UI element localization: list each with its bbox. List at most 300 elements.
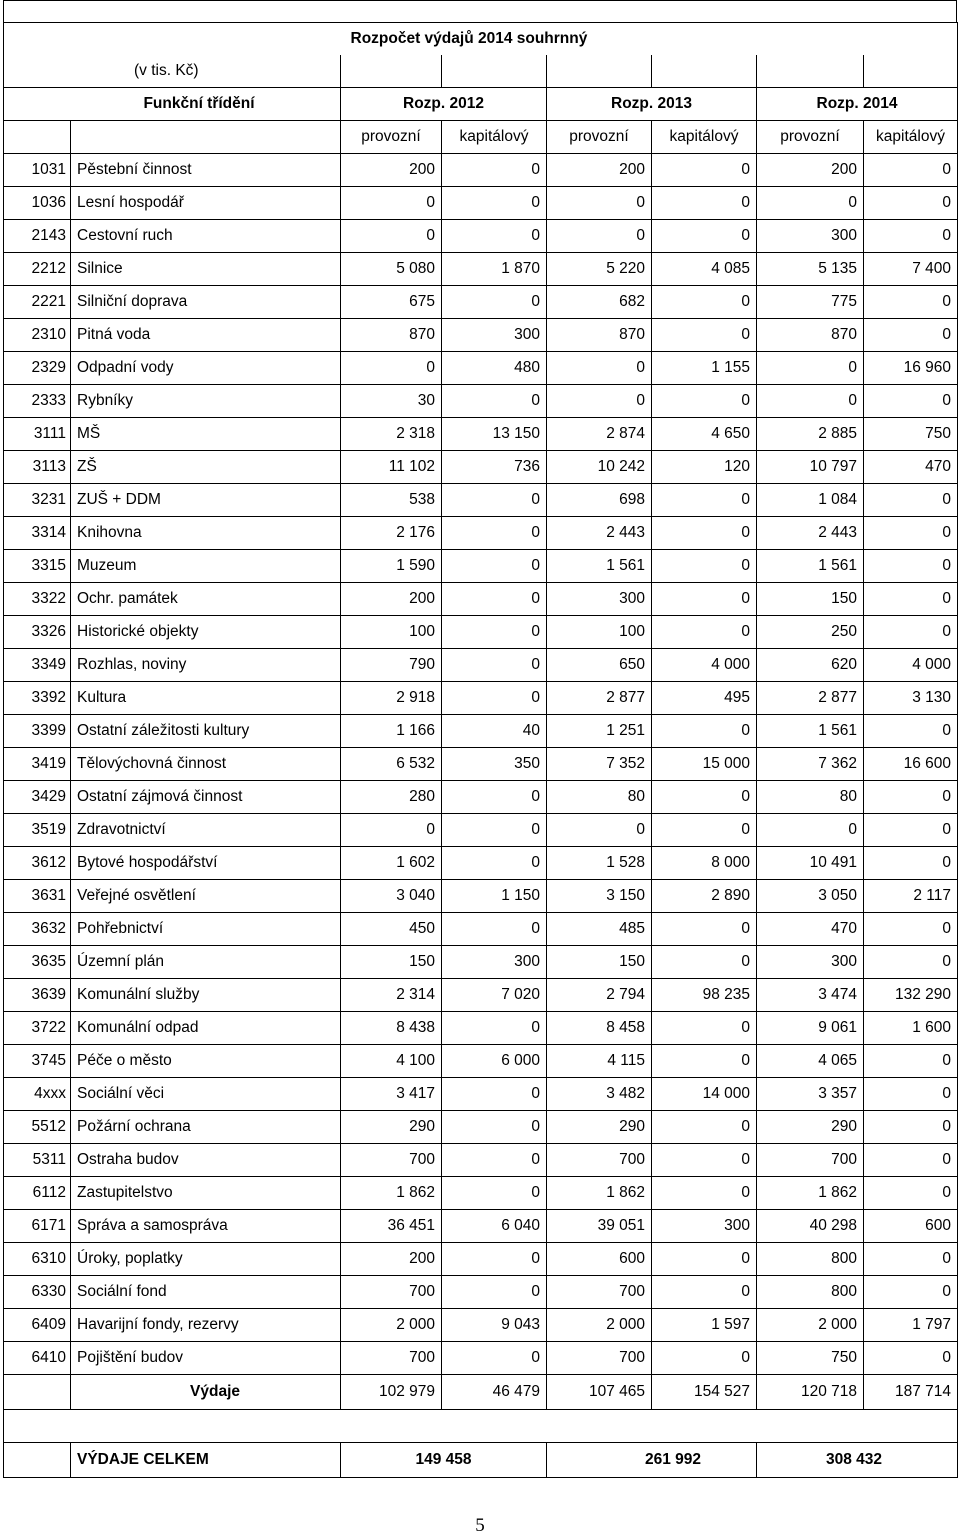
value-capital-2014: 0 bbox=[864, 814, 958, 847]
value-operating-2014: 3 050 bbox=[757, 880, 864, 913]
value-operating-2012: 2 918 bbox=[341, 682, 442, 715]
function-code: 3113 bbox=[4, 451, 71, 484]
budget-sheet bbox=[3, 22, 957, 1478]
function-code: 4xxx bbox=[4, 1078, 71, 1111]
budget-table bbox=[3, 22, 958, 1478]
value-operating-2013: 1 251 bbox=[547, 715, 652, 748]
value-capital-2013: 300 bbox=[652, 1210, 757, 1243]
value-operating-2014: 800 bbox=[757, 1276, 864, 1309]
value-operating-2014: 2 000 bbox=[757, 1309, 864, 1342]
page-number: 5 bbox=[475, 1515, 485, 1536]
expenses-value-operating-2013: 107 465 bbox=[547, 1375, 652, 1410]
value-operating-2014: 1 561 bbox=[757, 715, 864, 748]
table-row bbox=[4, 649, 958, 682]
value-operating-2014: 7 362 bbox=[757, 748, 864, 781]
value-capital-2013: 0 bbox=[652, 1144, 757, 1177]
subheader-capital-2014: kapitálový bbox=[864, 121, 958, 154]
value-capital-2012: 0 bbox=[442, 1342, 547, 1375]
table-row bbox=[4, 1012, 958, 1045]
value-operating-2012: 6 532 bbox=[341, 748, 442, 781]
value-capital-2012: 6 000 bbox=[442, 1045, 547, 1078]
grand-total-2014: 308 432 bbox=[757, 1443, 958, 1478]
function-code: 2310 bbox=[4, 319, 71, 352]
value-capital-2013: 0 bbox=[652, 583, 757, 616]
value-capital-2012: 0 bbox=[442, 649, 547, 682]
value-capital-2014: 0 bbox=[864, 913, 958, 946]
value-capital-2013: 0 bbox=[652, 715, 757, 748]
value-operating-2013: 39 051 bbox=[547, 1210, 652, 1243]
value-capital-2012: 0 bbox=[442, 1243, 547, 1276]
value-operating-2013: 290 bbox=[547, 1111, 652, 1144]
function-code: 3231 bbox=[4, 484, 71, 517]
value-capital-2012: 0 bbox=[442, 550, 547, 583]
value-capital-2013: 120 bbox=[652, 451, 757, 484]
value-capital-2012: 0 bbox=[442, 1177, 547, 1210]
value-operating-2012: 3 040 bbox=[341, 880, 442, 913]
table-row bbox=[4, 1276, 958, 1309]
value-operating-2014: 250 bbox=[757, 616, 864, 649]
function-name: Knihovna bbox=[71, 517, 341, 550]
value-operating-2014: 1 862 bbox=[757, 1177, 864, 1210]
value-operating-2012: 4 100 bbox=[341, 1045, 442, 1078]
value-capital-2012: 0 bbox=[442, 517, 547, 550]
subheader-capital-2013: kapitálový bbox=[652, 121, 757, 154]
value-capital-2014: 0 bbox=[864, 550, 958, 583]
value-operating-2014: 2 885 bbox=[757, 418, 864, 451]
grand-total-2012: 149 458 bbox=[341, 1443, 547, 1478]
title-row bbox=[4, 23, 958, 56]
value-operating-2012: 5 080 bbox=[341, 253, 442, 286]
value-capital-2013: 0 bbox=[652, 1045, 757, 1078]
value-capital-2012: 13 150 bbox=[442, 418, 547, 451]
value-operating-2012: 8 438 bbox=[341, 1012, 442, 1045]
table-row bbox=[4, 583, 958, 616]
value-capital-2013: 2 890 bbox=[652, 880, 757, 913]
function-code: 1031 bbox=[4, 154, 71, 187]
table-row bbox=[4, 748, 958, 781]
function-code: 3635 bbox=[4, 946, 71, 979]
value-capital-2013: 0 bbox=[652, 187, 757, 220]
grand-total-2013: 261 992 bbox=[547, 1443, 757, 1478]
value-operating-2013: 300 bbox=[547, 583, 652, 616]
function-name: Ostatní záležitosti kultury bbox=[71, 715, 341, 748]
value-operating-2013: 80 bbox=[547, 781, 652, 814]
value-capital-2012: 480 bbox=[442, 352, 547, 385]
table-row bbox=[4, 880, 958, 913]
value-operating-2013: 682 bbox=[547, 286, 652, 319]
value-operating-2012: 1 862 bbox=[341, 1177, 442, 1210]
value-capital-2013: 98 235 bbox=[652, 979, 757, 1012]
function-name: Požární ochrana bbox=[71, 1111, 341, 1144]
subheader-row bbox=[4, 121, 958, 154]
value-capital-2013: 4 000 bbox=[652, 649, 757, 682]
value-capital-2012: 1 150 bbox=[442, 880, 547, 913]
value-capital-2014: 750 bbox=[864, 418, 958, 451]
function-name: Kultura bbox=[71, 682, 341, 715]
header-function: Funkční třídění bbox=[4, 88, 341, 121]
function-name: Silnice bbox=[71, 253, 341, 286]
expenses-value-capital-2013: 154 527 bbox=[652, 1375, 757, 1410]
value-capital-2013: 0 bbox=[652, 550, 757, 583]
value-capital-2013: 0 bbox=[652, 484, 757, 517]
value-capital-2012: 0 bbox=[442, 847, 547, 880]
value-capital-2012: 0 bbox=[442, 583, 547, 616]
value-capital-2014: 0 bbox=[864, 1243, 958, 1276]
value-operating-2012: 675 bbox=[341, 286, 442, 319]
value-operating-2012: 11 102 bbox=[341, 451, 442, 484]
value-operating-2014: 40 298 bbox=[757, 1210, 864, 1243]
value-operating-2012: 3 417 bbox=[341, 1078, 442, 1111]
value-operating-2014: 2 877 bbox=[757, 682, 864, 715]
value-operating-2014: 150 bbox=[757, 583, 864, 616]
function-code: 2143 bbox=[4, 220, 71, 253]
function-code: 2329 bbox=[4, 352, 71, 385]
function-name: Úroky, poplatky bbox=[71, 1243, 341, 1276]
value-operating-2012: 0 bbox=[341, 220, 442, 253]
table-row bbox=[4, 550, 958, 583]
table-row bbox=[4, 418, 958, 451]
value-operating-2013: 700 bbox=[547, 1342, 652, 1375]
value-capital-2014: 0 bbox=[864, 946, 958, 979]
table-row bbox=[4, 187, 958, 220]
function-name: Komunální odpad bbox=[71, 1012, 341, 1045]
value-operating-2012: 790 bbox=[341, 649, 442, 682]
value-capital-2013: 4 650 bbox=[652, 418, 757, 451]
value-capital-2014: 0 bbox=[864, 1276, 958, 1309]
value-operating-2013: 485 bbox=[547, 913, 652, 946]
value-capital-2012: 300 bbox=[442, 946, 547, 979]
value-capital-2014: 0 bbox=[864, 847, 958, 880]
value-capital-2014: 0 bbox=[864, 583, 958, 616]
value-capital-2013: 0 bbox=[652, 1177, 757, 1210]
value-operating-2014: 800 bbox=[757, 1243, 864, 1276]
value-capital-2012: 736 bbox=[442, 451, 547, 484]
value-capital-2013: 0 bbox=[652, 946, 757, 979]
value-capital-2014: 470 bbox=[864, 451, 958, 484]
subheader-capital-2012: kapitálový bbox=[442, 121, 547, 154]
value-operating-2013: 3 150 bbox=[547, 880, 652, 913]
table-row bbox=[4, 1045, 958, 1078]
value-operating-2012: 36 451 bbox=[341, 1210, 442, 1243]
value-operating-2012: 200 bbox=[341, 154, 442, 187]
table-row bbox=[4, 913, 958, 946]
function-name: ZŠ bbox=[71, 451, 341, 484]
function-code: 3632 bbox=[4, 913, 71, 946]
function-code: 3349 bbox=[4, 649, 71, 682]
value-operating-2013: 8 458 bbox=[547, 1012, 652, 1045]
function-code: 3631 bbox=[4, 880, 71, 913]
value-operating-2013: 0 bbox=[547, 385, 652, 418]
value-operating-2012: 200 bbox=[341, 583, 442, 616]
function-name: Pojištění budov bbox=[71, 1342, 341, 1375]
value-capital-2013: 495 bbox=[652, 682, 757, 715]
value-operating-2012: 700 bbox=[341, 1144, 442, 1177]
value-capital-2012: 1 870 bbox=[442, 253, 547, 286]
value-capital-2014: 0 bbox=[864, 1045, 958, 1078]
value-capital-2014: 7 400 bbox=[864, 253, 958, 286]
value-operating-2012: 2 176 bbox=[341, 517, 442, 550]
value-capital-2013: 0 bbox=[652, 1276, 757, 1309]
value-capital-2012: 0 bbox=[442, 682, 547, 715]
value-operating-2012: 700 bbox=[341, 1276, 442, 1309]
header-year-2012: Rozp. 2012 bbox=[341, 88, 547, 121]
value-operating-2014: 750 bbox=[757, 1342, 864, 1375]
value-operating-2012: 2 314 bbox=[341, 979, 442, 1012]
value-capital-2014: 0 bbox=[864, 781, 958, 814]
value-capital-2014: 0 bbox=[864, 187, 958, 220]
function-name: Správa a samospráva bbox=[71, 1210, 341, 1243]
function-name: Cestovní ruch bbox=[71, 220, 341, 253]
value-operating-2013: 7 352 bbox=[547, 748, 652, 781]
value-operating-2012: 290 bbox=[341, 1111, 442, 1144]
value-operating-2013: 1 561 bbox=[547, 550, 652, 583]
value-capital-2012: 0 bbox=[442, 1012, 547, 1045]
value-capital-2014: 1 600 bbox=[864, 1012, 958, 1045]
value-operating-2013: 5 220 bbox=[547, 253, 652, 286]
value-capital-2013: 0 bbox=[652, 1111, 757, 1144]
unit-row bbox=[4, 55, 958, 88]
value-capital-2012: 0 bbox=[442, 484, 547, 517]
value-capital-2013: 1 597 bbox=[652, 1309, 757, 1342]
function-code: 3745 bbox=[4, 1045, 71, 1078]
value-operating-2013: 2 443 bbox=[547, 517, 652, 550]
value-capital-2013: 0 bbox=[652, 517, 757, 550]
table-row bbox=[4, 946, 958, 979]
value-capital-2013: 14 000 bbox=[652, 1078, 757, 1111]
value-operating-2012: 538 bbox=[341, 484, 442, 517]
value-operating-2014: 200 bbox=[757, 154, 864, 187]
value-capital-2012: 0 bbox=[442, 1276, 547, 1309]
value-capital-2012: 300 bbox=[442, 319, 547, 352]
value-capital-2012: 40 bbox=[442, 715, 547, 748]
value-capital-2013: 0 bbox=[652, 1012, 757, 1045]
value-operating-2014: 300 bbox=[757, 220, 864, 253]
value-capital-2012: 0 bbox=[442, 187, 547, 220]
table-row bbox=[4, 253, 958, 286]
value-operating-2012: 30 bbox=[341, 385, 442, 418]
function-name: Ochr. památek bbox=[71, 583, 341, 616]
function-name: Veřejné osvětlení bbox=[71, 880, 341, 913]
value-operating-2014: 4 065 bbox=[757, 1045, 864, 1078]
value-capital-2012: 0 bbox=[442, 913, 547, 946]
value-operating-2014: 5 135 bbox=[757, 253, 864, 286]
value-capital-2013: 0 bbox=[652, 1243, 757, 1276]
table-row bbox=[4, 1177, 958, 1210]
value-capital-2013: 8 000 bbox=[652, 847, 757, 880]
table-row bbox=[4, 847, 958, 880]
value-operating-2014: 300 bbox=[757, 946, 864, 979]
value-operating-2013: 2 794 bbox=[547, 979, 652, 1012]
value-operating-2013: 600 bbox=[547, 1243, 652, 1276]
table-row bbox=[4, 517, 958, 550]
value-capital-2013: 0 bbox=[652, 913, 757, 946]
value-capital-2013: 15 000 bbox=[652, 748, 757, 781]
value-capital-2012: 0 bbox=[442, 154, 547, 187]
value-operating-2012: 2 318 bbox=[341, 418, 442, 451]
value-operating-2013: 4 115 bbox=[547, 1045, 652, 1078]
value-capital-2012: 0 bbox=[442, 814, 547, 847]
table-row bbox=[4, 319, 958, 352]
function-name: Rozhlas, noviny bbox=[71, 649, 341, 682]
header-year-2013: Rozp. 2013 bbox=[547, 88, 757, 121]
function-code: 3429 bbox=[4, 781, 71, 814]
value-capital-2014: 0 bbox=[864, 616, 958, 649]
value-operating-2013: 0 bbox=[547, 352, 652, 385]
value-operating-2013: 870 bbox=[547, 319, 652, 352]
function-code: 3322 bbox=[4, 583, 71, 616]
function-code: 2221 bbox=[4, 286, 71, 319]
table-row bbox=[4, 385, 958, 418]
value-capital-2012: 0 bbox=[442, 781, 547, 814]
value-operating-2013: 2 874 bbox=[547, 418, 652, 451]
table-row bbox=[4, 814, 958, 847]
value-capital-2012: 0 bbox=[442, 220, 547, 253]
value-operating-2013: 2 000 bbox=[547, 1309, 652, 1342]
function-code: 3392 bbox=[4, 682, 71, 715]
value-operating-2012: 450 bbox=[341, 913, 442, 946]
value-capital-2013: 0 bbox=[652, 385, 757, 418]
function-code: 3399 bbox=[4, 715, 71, 748]
value-capital-2013: 4 085 bbox=[652, 253, 757, 286]
value-capital-2012: 0 bbox=[442, 616, 547, 649]
sheet-title: Rozpočet výdajů 2014 souhrnný bbox=[71, 23, 958, 56]
function-code: 6112 bbox=[4, 1177, 71, 1210]
table-row bbox=[4, 1078, 958, 1111]
value-operating-2012: 1 166 bbox=[341, 715, 442, 748]
function-name: Sociální věci bbox=[71, 1078, 341, 1111]
value-operating-2013: 150 bbox=[547, 946, 652, 979]
value-capital-2014: 0 bbox=[864, 1111, 958, 1144]
function-code: 2333 bbox=[4, 385, 71, 418]
function-name: Pěstební činnost bbox=[71, 154, 341, 187]
value-capital-2014: 0 bbox=[864, 517, 958, 550]
value-operating-2014: 80 bbox=[757, 781, 864, 814]
value-operating-2014: 290 bbox=[757, 1111, 864, 1144]
table-row bbox=[4, 1210, 958, 1243]
function-code: 3419 bbox=[4, 748, 71, 781]
grand-total-label: VÝDAJE CELKEM bbox=[71, 1443, 341, 1478]
table-row bbox=[4, 1342, 958, 1375]
subheader-operating-2014: provozní bbox=[757, 121, 864, 154]
value-operating-2014: 10 491 bbox=[757, 847, 864, 880]
value-capital-2013: 0 bbox=[652, 616, 757, 649]
function-code: 3326 bbox=[4, 616, 71, 649]
function-code: 3111 bbox=[4, 418, 71, 451]
value-capital-2013: 0 bbox=[652, 781, 757, 814]
function-name: Sociální fond bbox=[71, 1276, 341, 1309]
value-capital-2014: 16 960 bbox=[864, 352, 958, 385]
value-capital-2013: 0 bbox=[652, 814, 757, 847]
function-code: 6310 bbox=[4, 1243, 71, 1276]
function-name: Pohřebnictví bbox=[71, 913, 341, 946]
value-operating-2012: 200 bbox=[341, 1243, 442, 1276]
value-operating-2014: 1 084 bbox=[757, 484, 864, 517]
function-code: 5512 bbox=[4, 1111, 71, 1144]
function-code: 5311 bbox=[4, 1144, 71, 1177]
value-capital-2014: 0 bbox=[864, 1177, 958, 1210]
function-code: 3639 bbox=[4, 979, 71, 1012]
function-code: 3612 bbox=[4, 847, 71, 880]
sheet-top-border bbox=[3, 0, 957, 22]
value-capital-2012: 7 020 bbox=[442, 979, 547, 1012]
grand-total-row bbox=[4, 1443, 958, 1478]
table-row bbox=[4, 220, 958, 253]
value-capital-2013: 0 bbox=[652, 319, 757, 352]
value-operating-2014: 3 474 bbox=[757, 979, 864, 1012]
value-capital-2014: 0 bbox=[864, 220, 958, 253]
table-row bbox=[4, 352, 958, 385]
value-operating-2013: 700 bbox=[547, 1144, 652, 1177]
function-name: Zastupitelstvo bbox=[71, 1177, 341, 1210]
expenses-value-operating-2012: 102 979 bbox=[341, 1375, 442, 1410]
function-name: Zdravotnictví bbox=[71, 814, 341, 847]
function-code: 3519 bbox=[4, 814, 71, 847]
value-capital-2014: 16 600 bbox=[864, 748, 958, 781]
value-capital-2012: 9 043 bbox=[442, 1309, 547, 1342]
table-row bbox=[4, 286, 958, 319]
value-operating-2014: 0 bbox=[757, 814, 864, 847]
value-capital-2014: 0 bbox=[864, 319, 958, 352]
function-name: Historické objekty bbox=[71, 616, 341, 649]
value-capital-2012: 6 040 bbox=[442, 1210, 547, 1243]
value-operating-2014: 3 357 bbox=[757, 1078, 864, 1111]
subheader-operating-2012: provozní bbox=[341, 121, 442, 154]
table-row bbox=[4, 979, 958, 1012]
function-name: Muzeum bbox=[71, 550, 341, 583]
value-operating-2014: 0 bbox=[757, 385, 864, 418]
value-operating-2013: 200 bbox=[547, 154, 652, 187]
value-capital-2013: 1 155 bbox=[652, 352, 757, 385]
expenses-value-capital-2012: 46 479 bbox=[442, 1375, 547, 1410]
expenses-row bbox=[4, 1375, 958, 1410]
column-header-row bbox=[4, 88, 958, 121]
function-code: 6171 bbox=[4, 1210, 71, 1243]
table-row bbox=[4, 484, 958, 517]
function-name: Lesní hospodář bbox=[71, 187, 341, 220]
function-code: 6330 bbox=[4, 1276, 71, 1309]
subheader-operating-2013: provozní bbox=[547, 121, 652, 154]
function-code: 2212 bbox=[4, 253, 71, 286]
value-capital-2014: 0 bbox=[864, 154, 958, 187]
value-capital-2014: 2 117 bbox=[864, 880, 958, 913]
value-operating-2014: 9 061 bbox=[757, 1012, 864, 1045]
function-name: Pitná voda bbox=[71, 319, 341, 352]
value-operating-2012: 1 590 bbox=[341, 550, 442, 583]
table-row bbox=[4, 682, 958, 715]
spacer-row bbox=[4, 1410, 958, 1443]
expenses-value-operating-2014: 120 718 bbox=[757, 1375, 864, 1410]
value-operating-2014: 2 443 bbox=[757, 517, 864, 550]
value-capital-2014: 0 bbox=[864, 286, 958, 319]
value-capital-2014: 0 bbox=[864, 484, 958, 517]
value-operating-2013: 100 bbox=[547, 616, 652, 649]
function-code: 6409 bbox=[4, 1309, 71, 1342]
value-operating-2013: 10 242 bbox=[547, 451, 652, 484]
value-operating-2012: 150 bbox=[341, 946, 442, 979]
function-name: Silniční doprava bbox=[71, 286, 341, 319]
value-capital-2012: 0 bbox=[442, 1144, 547, 1177]
function-name: Odpadní vody bbox=[71, 352, 341, 385]
value-operating-2013: 2 877 bbox=[547, 682, 652, 715]
table-row bbox=[4, 451, 958, 484]
value-operating-2012: 0 bbox=[341, 352, 442, 385]
value-operating-2012: 1 602 bbox=[341, 847, 442, 880]
function-name: MŠ bbox=[71, 418, 341, 451]
value-operating-2014: 0 bbox=[757, 352, 864, 385]
value-capital-2013: 0 bbox=[652, 220, 757, 253]
value-operating-2012: 0 bbox=[341, 187, 442, 220]
table-row bbox=[4, 154, 958, 187]
